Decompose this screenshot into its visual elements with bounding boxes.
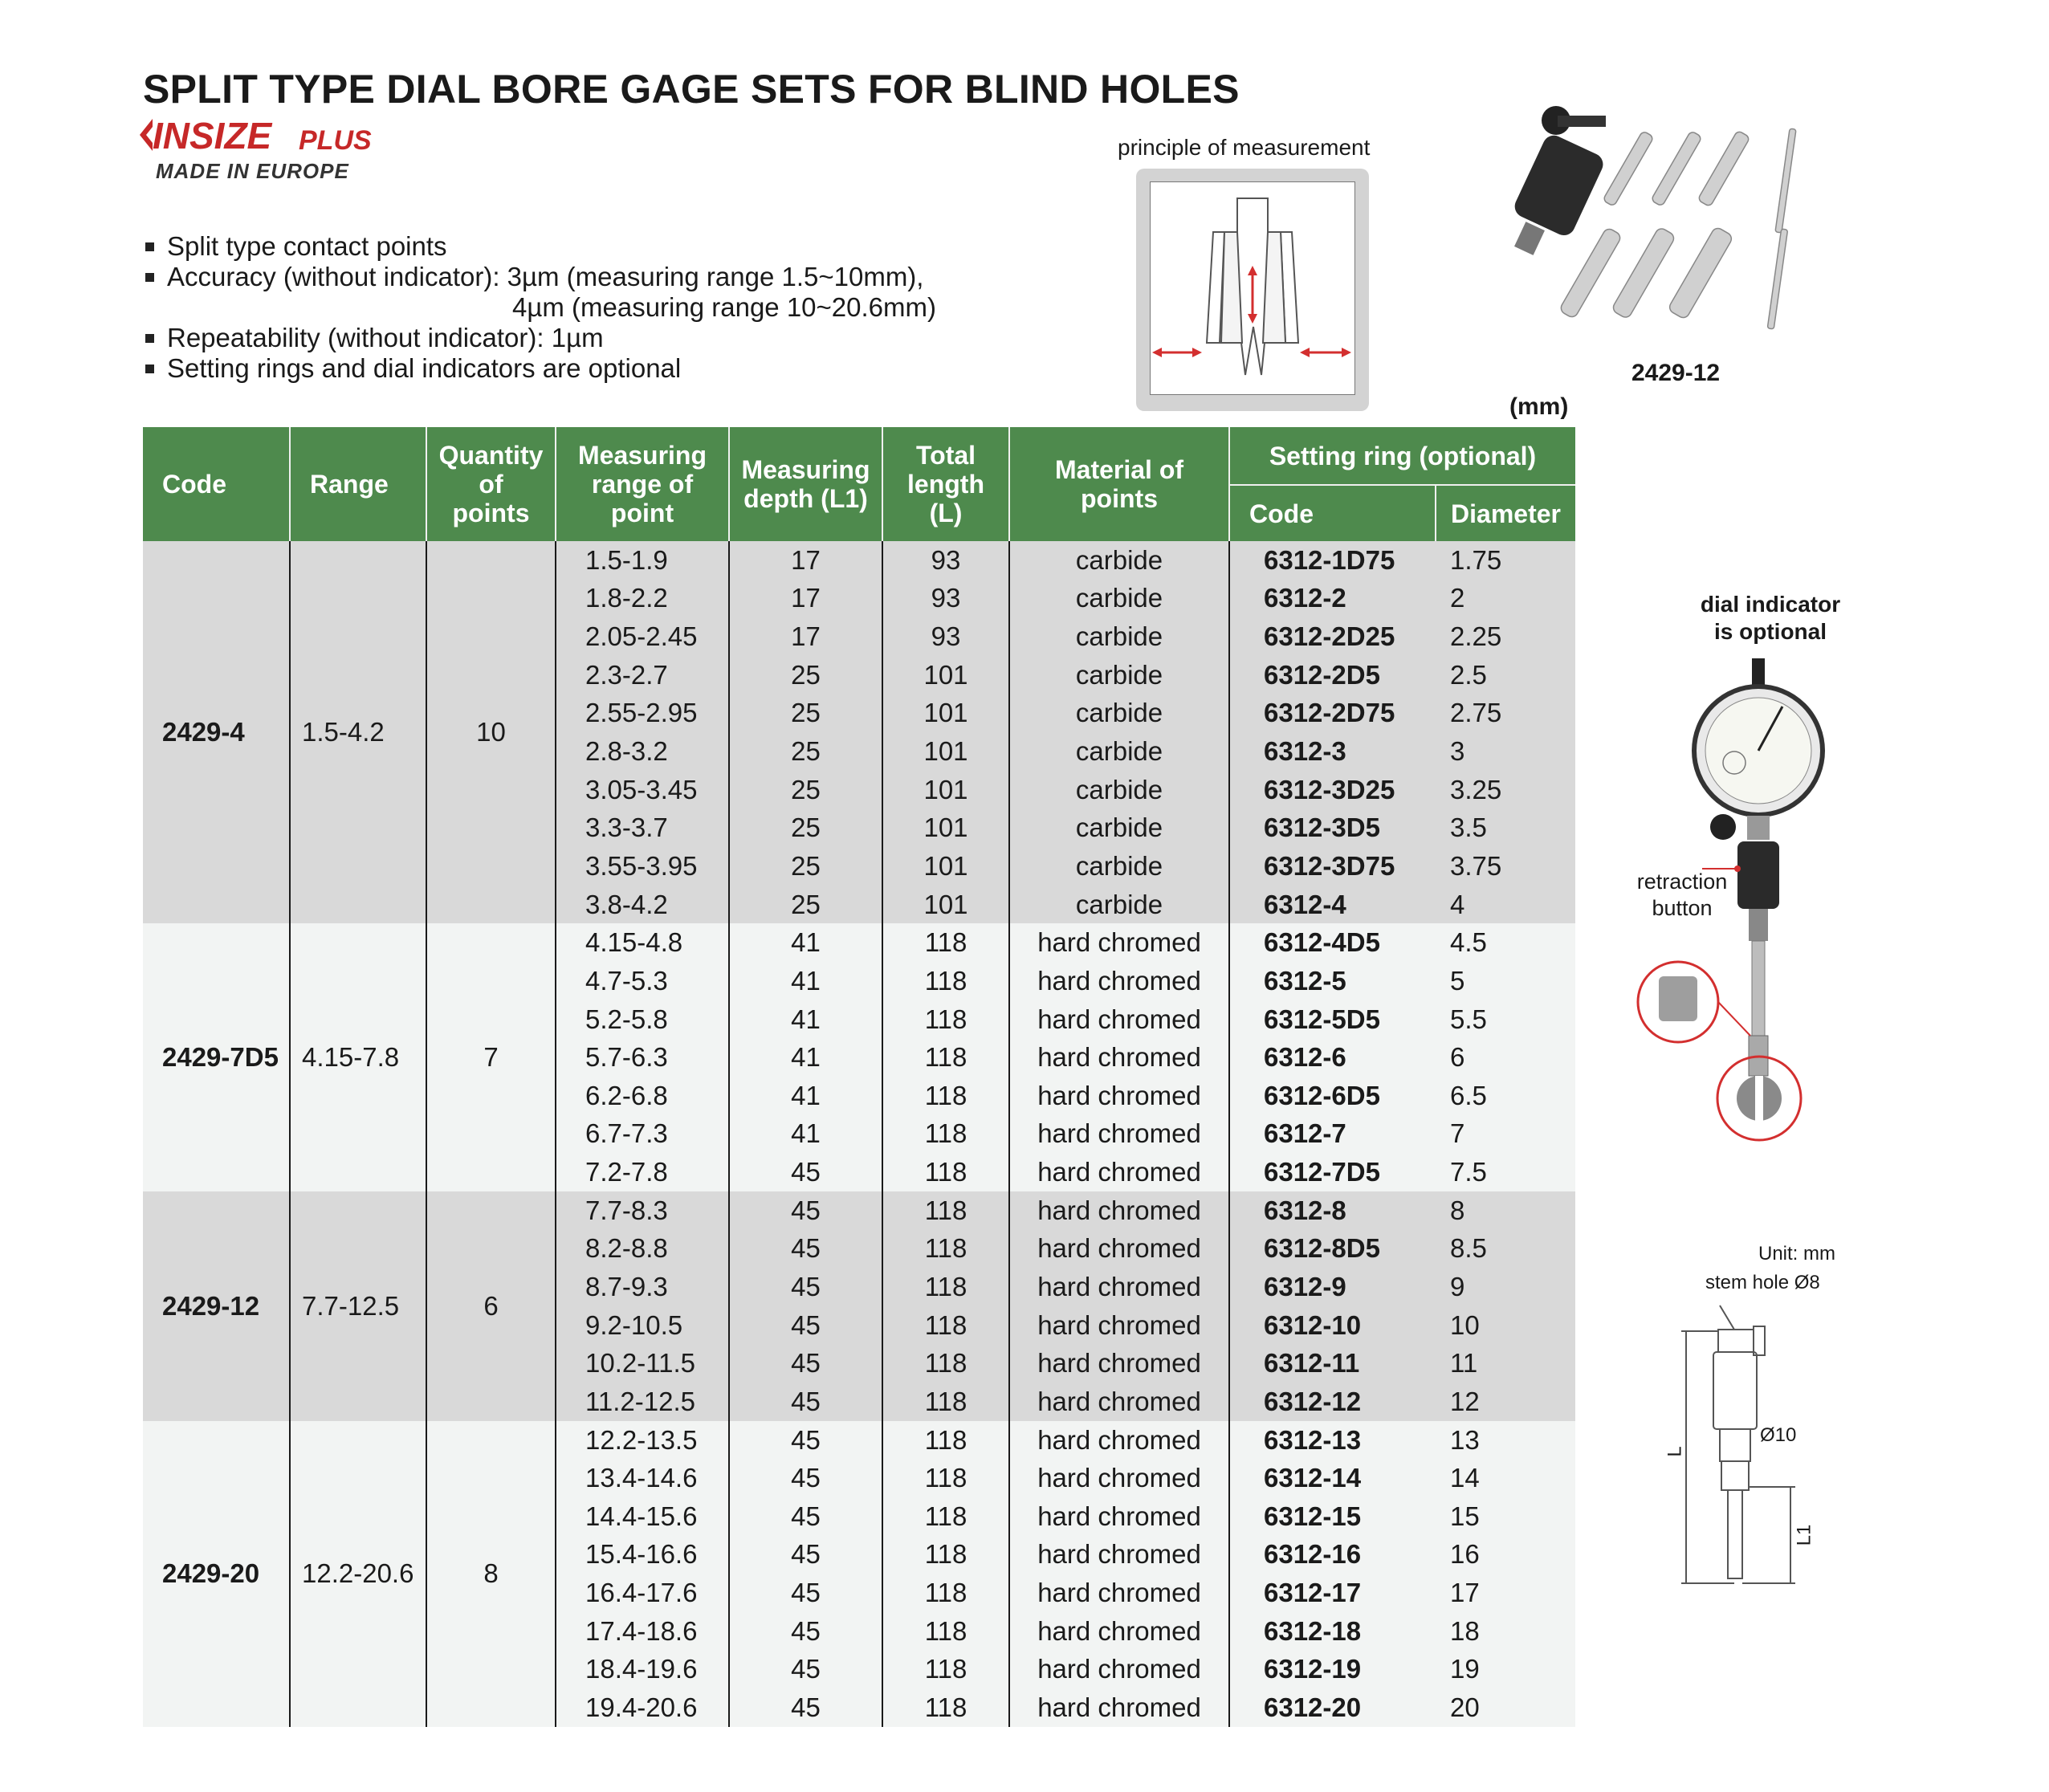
cell-ring-code: 6312-2D75: [1229, 694, 1436, 733]
split-point-diagram: [1151, 182, 1354, 394]
cell-measuring-range: 8.2-8.8: [556, 1230, 729, 1269]
cell-depth: 25: [729, 771, 882, 809]
cell-measuring-range: 17.4-18.6: [556, 1612, 729, 1651]
cell-ring-diameter: 20: [1436, 1688, 1575, 1727]
feature-item-continued: 4µm (measuring range 10~20.6mm): [512, 292, 936, 322]
cell-measuring-range: 9.2-10.5: [556, 1306, 729, 1345]
cell-material: hard chromed: [1009, 1344, 1229, 1383]
header-measuring-depth-line: depth (L1): [743, 484, 868, 513]
cell-ring-diameter: 19: [1436, 1651, 1575, 1689]
cell-depth: 45: [729, 1421, 882, 1460]
cell-ring-code: 6312-14: [1229, 1459, 1436, 1497]
cell-ring-code: 6312-6: [1229, 1038, 1436, 1077]
cell-material: carbide: [1009, 847, 1229, 886]
cell-total-length: 118: [882, 1574, 1009, 1612]
cell-total-length: 101: [882, 886, 1009, 924]
cell-total-length: 118: [882, 923, 1009, 962]
cell-ring-diameter: 3.75: [1436, 847, 1575, 886]
cell-depth: 45: [729, 1153, 882, 1191]
cell-total-length: 93: [882, 617, 1009, 656]
cell-ring-diameter: 18: [1436, 1612, 1575, 1651]
cell-total-length: 118: [882, 1497, 1009, 1536]
cell-depth: 45: [729, 1191, 882, 1230]
cell-material: hard chromed: [1009, 962, 1229, 1000]
diameter-10-note: Ø10: [1760, 1424, 1797, 1446]
cell-measuring-range: 3.8-4.2: [556, 886, 729, 924]
cell-ring-diameter: 3.25: [1436, 771, 1575, 809]
cell-measuring-range: 12.2-13.5: [556, 1421, 729, 1460]
cell-ring-diameter: 7: [1436, 1115, 1575, 1154]
cell-total-length: 118: [882, 1038, 1009, 1077]
cell-material: hard chromed: [1009, 1536, 1229, 1574]
cell-total-length: 118: [882, 1612, 1009, 1651]
cell-depth: 25: [729, 808, 882, 847]
logo-arrow-icon: [138, 117, 154, 153]
cell-measuring-range: 1.8-2.2: [556, 580, 729, 618]
cell-ring-code: 6312-4D5: [1229, 923, 1436, 962]
page-title: SPLIT TYPE DIAL BORE GAGE SETS FOR BLIND HOLES: [143, 67, 1240, 112]
header-ring-diameter: Diameter: [1436, 485, 1575, 541]
cell-depth: 41: [729, 923, 882, 962]
cell-total-length: 118: [882, 962, 1009, 1000]
cell-depth: 41: [729, 1115, 882, 1154]
cell-ring-code: 6312-9: [1229, 1268, 1436, 1306]
cell-material: hard chromed: [1009, 1000, 1229, 1039]
cell-measuring-range: 2.55-2.95: [556, 694, 729, 733]
cell-material: hard chromed: [1009, 1612, 1229, 1651]
cell-material: hard chromed: [1009, 1651, 1229, 1689]
cell-material: carbide: [1009, 771, 1229, 809]
cell-total-length: 118: [882, 1000, 1009, 1039]
cell-depth: 45: [729, 1230, 882, 1269]
cell-total-length: 118: [882, 1306, 1009, 1345]
cell-total-length: 101: [882, 656, 1009, 694]
cell-measuring-range: 3.3-3.7: [556, 808, 729, 847]
header-total-length: [882, 427, 1009, 541]
cell-material: hard chromed: [1009, 1497, 1229, 1536]
header-measuring-range: [556, 427, 729, 541]
header-measuring-depth-line: Measuring: [741, 455, 870, 484]
cell-measuring-range: 6.7-7.3: [556, 1115, 729, 1154]
cell-ring-code: 6312-20: [1229, 1688, 1436, 1727]
cell-ring-diameter: 14: [1436, 1459, 1575, 1497]
header-ring-code: Code: [1229, 485, 1436, 541]
cell-ring-code: 6312-15: [1229, 1497, 1436, 1536]
dial-indicator-note: [1686, 591, 1855, 646]
cell-depth: 41: [729, 1077, 882, 1115]
cell-material: hard chromed: [1009, 1306, 1229, 1345]
cell-quantity: 10: [426, 541, 556, 923]
cell-ring-diameter: 4.5: [1436, 923, 1575, 962]
cell-depth: 45: [729, 1688, 882, 1727]
header-measuring-depth: [729, 427, 882, 541]
cell-material: carbide: [1009, 886, 1229, 924]
cell-depth: 45: [729, 1306, 882, 1345]
header-quantity-line: Quantity: [438, 441, 544, 470]
cell-total-length: 101: [882, 847, 1009, 886]
cell-material: hard chromed: [1009, 923, 1229, 962]
cell-measuring-range: 2.3-2.7: [556, 656, 729, 694]
cell-measuring-range: 2.05-2.45: [556, 617, 729, 656]
cell-ring-code: 6312-8: [1229, 1191, 1436, 1230]
cell-ring-diameter: 16: [1436, 1536, 1575, 1574]
cell-ring-code: 6312-13: [1229, 1421, 1436, 1460]
retraction-line: button: [1652, 896, 1713, 920]
cell-measuring-range: 3.55-3.95: [556, 847, 729, 886]
dim-L1-label: L1: [1793, 1524, 1815, 1546]
cell-total-length: 101: [882, 732, 1009, 771]
dial-note-line: dial indicator: [1700, 592, 1841, 617]
cell-measuring-range: 4.7-5.3: [556, 962, 729, 1000]
cell-ring-code: 6312-7D5: [1229, 1153, 1436, 1191]
header-quantity-line: of: [479, 470, 503, 499]
cell-measuring-range: 7.2-7.8: [556, 1153, 729, 1191]
cell-measuring-range: 5.7-6.3: [556, 1038, 729, 1077]
dial-note-line: is optional: [1714, 619, 1827, 644]
cell-material: carbide: [1009, 541, 1229, 580]
table-row: [143, 923, 1575, 962]
cell-measuring-range: 10.2-11.5: [556, 1344, 729, 1383]
cell-ring-code: 6312-5: [1229, 962, 1436, 1000]
cell-measuring-range: 6.2-6.8: [556, 1077, 729, 1115]
header-total-length-line: Total: [915, 441, 976, 470]
cell-depth: 41: [729, 1038, 882, 1077]
cell-total-length: 93: [882, 580, 1009, 618]
cell-ring-diameter: 15: [1436, 1497, 1575, 1536]
cell-ring-diameter: 11: [1436, 1344, 1575, 1383]
cell-depth: 41: [729, 962, 882, 1000]
header-total-length-line: (L): [929, 499, 963, 527]
cell-material: hard chromed: [1009, 1421, 1229, 1460]
cell-code: 2429-4: [143, 541, 290, 923]
header-setting-ring: Setting ring (optional): [1229, 427, 1575, 485]
cell-total-length: 101: [882, 808, 1009, 847]
cell-total-length: 118: [882, 1688, 1009, 1727]
cell-material: hard chromed: [1009, 1268, 1229, 1306]
cell-ring-diameter: 7.5: [1436, 1153, 1575, 1191]
cell-ring-code: 6312-3D25: [1229, 771, 1436, 809]
cell-material: carbide: [1009, 580, 1229, 618]
cell-ring-code: 6312-11: [1229, 1344, 1436, 1383]
cell-measuring-range: 13.4-14.6: [556, 1459, 729, 1497]
cell-depth: 45: [729, 1651, 882, 1689]
table-row: [143, 1421, 1575, 1460]
cell-measuring-range: 5.2-5.8: [556, 1000, 729, 1039]
cell-ring-code: 6312-1D75: [1229, 541, 1436, 580]
cell-material: hard chromed: [1009, 1191, 1229, 1230]
cell-material: carbide: [1009, 808, 1229, 847]
feature-item: Setting rings and dial indicators are optional: [143, 353, 936, 384]
table-row: [143, 541, 1575, 580]
cell-ring-diameter: 6: [1436, 1038, 1575, 1077]
cell-depth: 45: [729, 1574, 882, 1612]
cell-depth: 45: [729, 1268, 882, 1306]
cell-ring-code: 6312-2D5: [1229, 656, 1436, 694]
product-photo: [1509, 104, 1863, 337]
cell-depth: 17: [729, 580, 882, 618]
cell-measuring-range: 16.4-17.6: [556, 1574, 729, 1612]
cell-depth: 25: [729, 656, 882, 694]
cell-depth: 45: [729, 1612, 882, 1651]
cell-material: carbide: [1009, 656, 1229, 694]
cell-total-length: 118: [882, 1459, 1009, 1497]
cell-depth: 45: [729, 1497, 882, 1536]
cell-ring-diameter: 9: [1436, 1268, 1575, 1306]
cell-measuring-range: 15.4-16.6: [556, 1536, 729, 1574]
cell-total-length: 118: [882, 1153, 1009, 1191]
cell-ring-diameter: 3: [1436, 732, 1575, 771]
cell-depth: 17: [729, 617, 882, 656]
cell-measuring-range: 2.8-3.2: [556, 732, 729, 771]
cell-ring-code: 6312-10: [1229, 1306, 1436, 1345]
cell-ring-diameter: 3.5: [1436, 808, 1575, 847]
principle-diagram: [1150, 181, 1355, 395]
header-total-length-line: length: [907, 470, 984, 499]
header-quantity: [426, 427, 556, 541]
cell-ring-code: 6312-17: [1229, 1574, 1436, 1612]
cell-measuring-range: 7.7-8.3: [556, 1191, 729, 1230]
header-code: Code: [143, 427, 290, 541]
cell-material: hard chromed: [1009, 1115, 1229, 1154]
cell-depth: 45: [729, 1344, 882, 1383]
cell-code: 2429-7D5: [143, 923, 290, 1191]
cell-depth: 17: [729, 541, 882, 580]
cell-range: 12.2-20.6: [290, 1421, 426, 1727]
cell-depth: 25: [729, 886, 882, 924]
cell-depth: 45: [729, 1459, 882, 1497]
cell-ring-diameter: 6.5: [1436, 1077, 1575, 1115]
cell-ring-code: 6312-18: [1229, 1612, 1436, 1651]
header-material-line: Material of: [1054, 455, 1184, 484]
cell-depth: 41: [729, 1000, 882, 1039]
cell-material: hard chromed: [1009, 1077, 1229, 1115]
header-quantity-line: points: [452, 499, 530, 527]
cell-ring-code: 6312-16: [1229, 1536, 1436, 1574]
cell-material: hard chromed: [1009, 1230, 1229, 1269]
unit-note: Unit: mm: [1758, 1243, 1835, 1265]
cell-total-length: 118: [882, 1651, 1009, 1689]
cell-total-length: 118: [882, 1421, 1009, 1460]
cell-ring-code: 6312-6D5: [1229, 1077, 1436, 1115]
cell-depth: 25: [729, 732, 882, 771]
cell-depth: 25: [729, 847, 882, 886]
cell-ring-diameter: 5: [1436, 962, 1575, 1000]
cell-ring-diameter: 10: [1436, 1306, 1575, 1345]
photo-caption: 2429-12: [1631, 360, 1721, 386]
logo-brand-text: INSIZE: [153, 115, 272, 157]
header-material: [1009, 427, 1229, 541]
cell-ring-code: 6312-3: [1229, 732, 1436, 771]
cell-ring-diameter: 13: [1436, 1421, 1575, 1460]
cell-ring-diameter: 8: [1436, 1191, 1575, 1230]
table-row: [143, 1191, 1575, 1230]
cell-measuring-range: 18.4-19.6: [556, 1651, 729, 1689]
cell-ring-code: 6312-3D75: [1229, 847, 1436, 886]
cell-ring-diameter: 2.5: [1436, 656, 1575, 694]
logo-plus-text: PLUS: [299, 125, 372, 156]
cell-total-length: 118: [882, 1268, 1009, 1306]
cell-range: 7.7-12.5: [290, 1191, 426, 1421]
cell-measuring-range: 19.4-20.6: [556, 1688, 729, 1727]
dim-L-label: L: [1664, 1446, 1686, 1457]
feature-item: Accuracy (without indicator): 3µm (measuring range 1.5~10mm),: [143, 262, 936, 292]
cell-ring-diameter: 12: [1436, 1383, 1575, 1421]
cell-range: 1.5-4.2: [290, 541, 426, 923]
header-measuring-range-line: point: [610, 499, 674, 527]
cell-material: hard chromed: [1009, 1153, 1229, 1191]
cell-material: hard chromed: [1009, 1459, 1229, 1497]
cell-material: carbide: [1009, 694, 1229, 733]
stem-hole-note: stem hole Ø8: [1705, 1272, 1820, 1293]
cell-range: 4.15-7.8: [290, 923, 426, 1191]
cell-measuring-range: 1.5-1.9: [556, 541, 729, 580]
cell-total-length: 118: [882, 1536, 1009, 1574]
cell-measuring-range: 11.2-12.5: [556, 1383, 729, 1421]
cell-ring-code: 6312-4: [1229, 886, 1436, 924]
cell-quantity: 7: [426, 923, 556, 1191]
cell-ring-diameter: 4: [1436, 886, 1575, 924]
cell-depth: 45: [729, 1536, 882, 1574]
cell-measuring-range: 8.7-9.3: [556, 1268, 729, 1306]
cell-ring-diameter: 17: [1436, 1574, 1575, 1612]
cell-code: 2429-12: [143, 1191, 290, 1421]
gage-set-illustration: [1509, 104, 1863, 337]
cell-ring-code: 6312-3D5: [1229, 808, 1436, 847]
cell-total-length: 118: [882, 1191, 1009, 1230]
cell-total-length: 118: [882, 1115, 1009, 1154]
retraction-line: retraction: [1636, 870, 1728, 894]
retraction-button-label: [1622, 869, 1742, 922]
feature-list: [143, 231, 936, 384]
cell-ring-diameter: 2.25: [1436, 617, 1575, 656]
cell-depth: 45: [729, 1383, 882, 1421]
cell-ring-code: 6312-7: [1229, 1115, 1436, 1154]
spec-table: [143, 427, 1575, 1727]
logo-made-in-text: MADE IN EUROPE: [156, 159, 349, 183]
cell-measuring-range: 3.05-3.45: [556, 771, 729, 809]
cell-total-length: 118: [882, 1077, 1009, 1115]
spec-table-body: [143, 541, 1575, 1727]
cell-quantity: 6: [426, 1191, 556, 1421]
cell-material: hard chromed: [1009, 1688, 1229, 1727]
cell-total-length: 118: [882, 1383, 1009, 1421]
cell-ring-diameter: 2: [1436, 580, 1575, 618]
cell-material: carbide: [1009, 732, 1229, 771]
cell-ring-diameter: 8.5: [1436, 1230, 1575, 1269]
feature-item: Split type contact points: [143, 231, 936, 262]
table-unit: (mm): [1509, 393, 1569, 420]
brand-logo: [138, 114, 411, 186]
cell-material: hard chromed: [1009, 1383, 1229, 1421]
cell-ring-diameter: 5.5: [1436, 1000, 1575, 1039]
cell-ring-code: 6312-2: [1229, 580, 1436, 618]
cell-quantity: 8: [426, 1421, 556, 1727]
cell-code: 2429-20: [143, 1421, 290, 1727]
cell-measuring-range: 14.4-15.6: [556, 1497, 729, 1536]
cell-total-length: 93: [882, 541, 1009, 580]
cell-material: carbide: [1009, 617, 1229, 656]
header-measuring-range-line: Measuring: [577, 441, 707, 470]
cell-ring-code: 6312-12: [1229, 1383, 1436, 1421]
principle-label: principle of measurement: [1118, 135, 1371, 160]
cell-total-length: 101: [882, 694, 1009, 733]
cell-total-length: 101: [882, 771, 1009, 809]
cell-ring-code: 6312-5D5: [1229, 1000, 1436, 1039]
header-range: Range: [290, 427, 426, 541]
header-material-line: points: [1081, 484, 1158, 513]
cell-material: hard chromed: [1009, 1038, 1229, 1077]
cell-ring-code: 6312-8D5: [1229, 1230, 1436, 1269]
cell-measuring-range: 4.15-4.8: [556, 923, 729, 962]
cell-ring-diameter: 2.75: [1436, 694, 1575, 733]
cell-ring-diameter: 1.75: [1436, 541, 1575, 580]
cell-ring-code: 6312-19: [1229, 1651, 1436, 1689]
cell-ring-code: 6312-2D25: [1229, 617, 1436, 656]
cell-depth: 25: [729, 694, 882, 733]
cell-total-length: 118: [882, 1230, 1009, 1269]
feature-item: Repeatability (without indicator): 1µm: [143, 323, 936, 353]
header-measuring-range-line: range of: [591, 470, 694, 499]
cell-material: hard chromed: [1009, 1574, 1229, 1612]
cell-total-length: 118: [882, 1344, 1009, 1383]
